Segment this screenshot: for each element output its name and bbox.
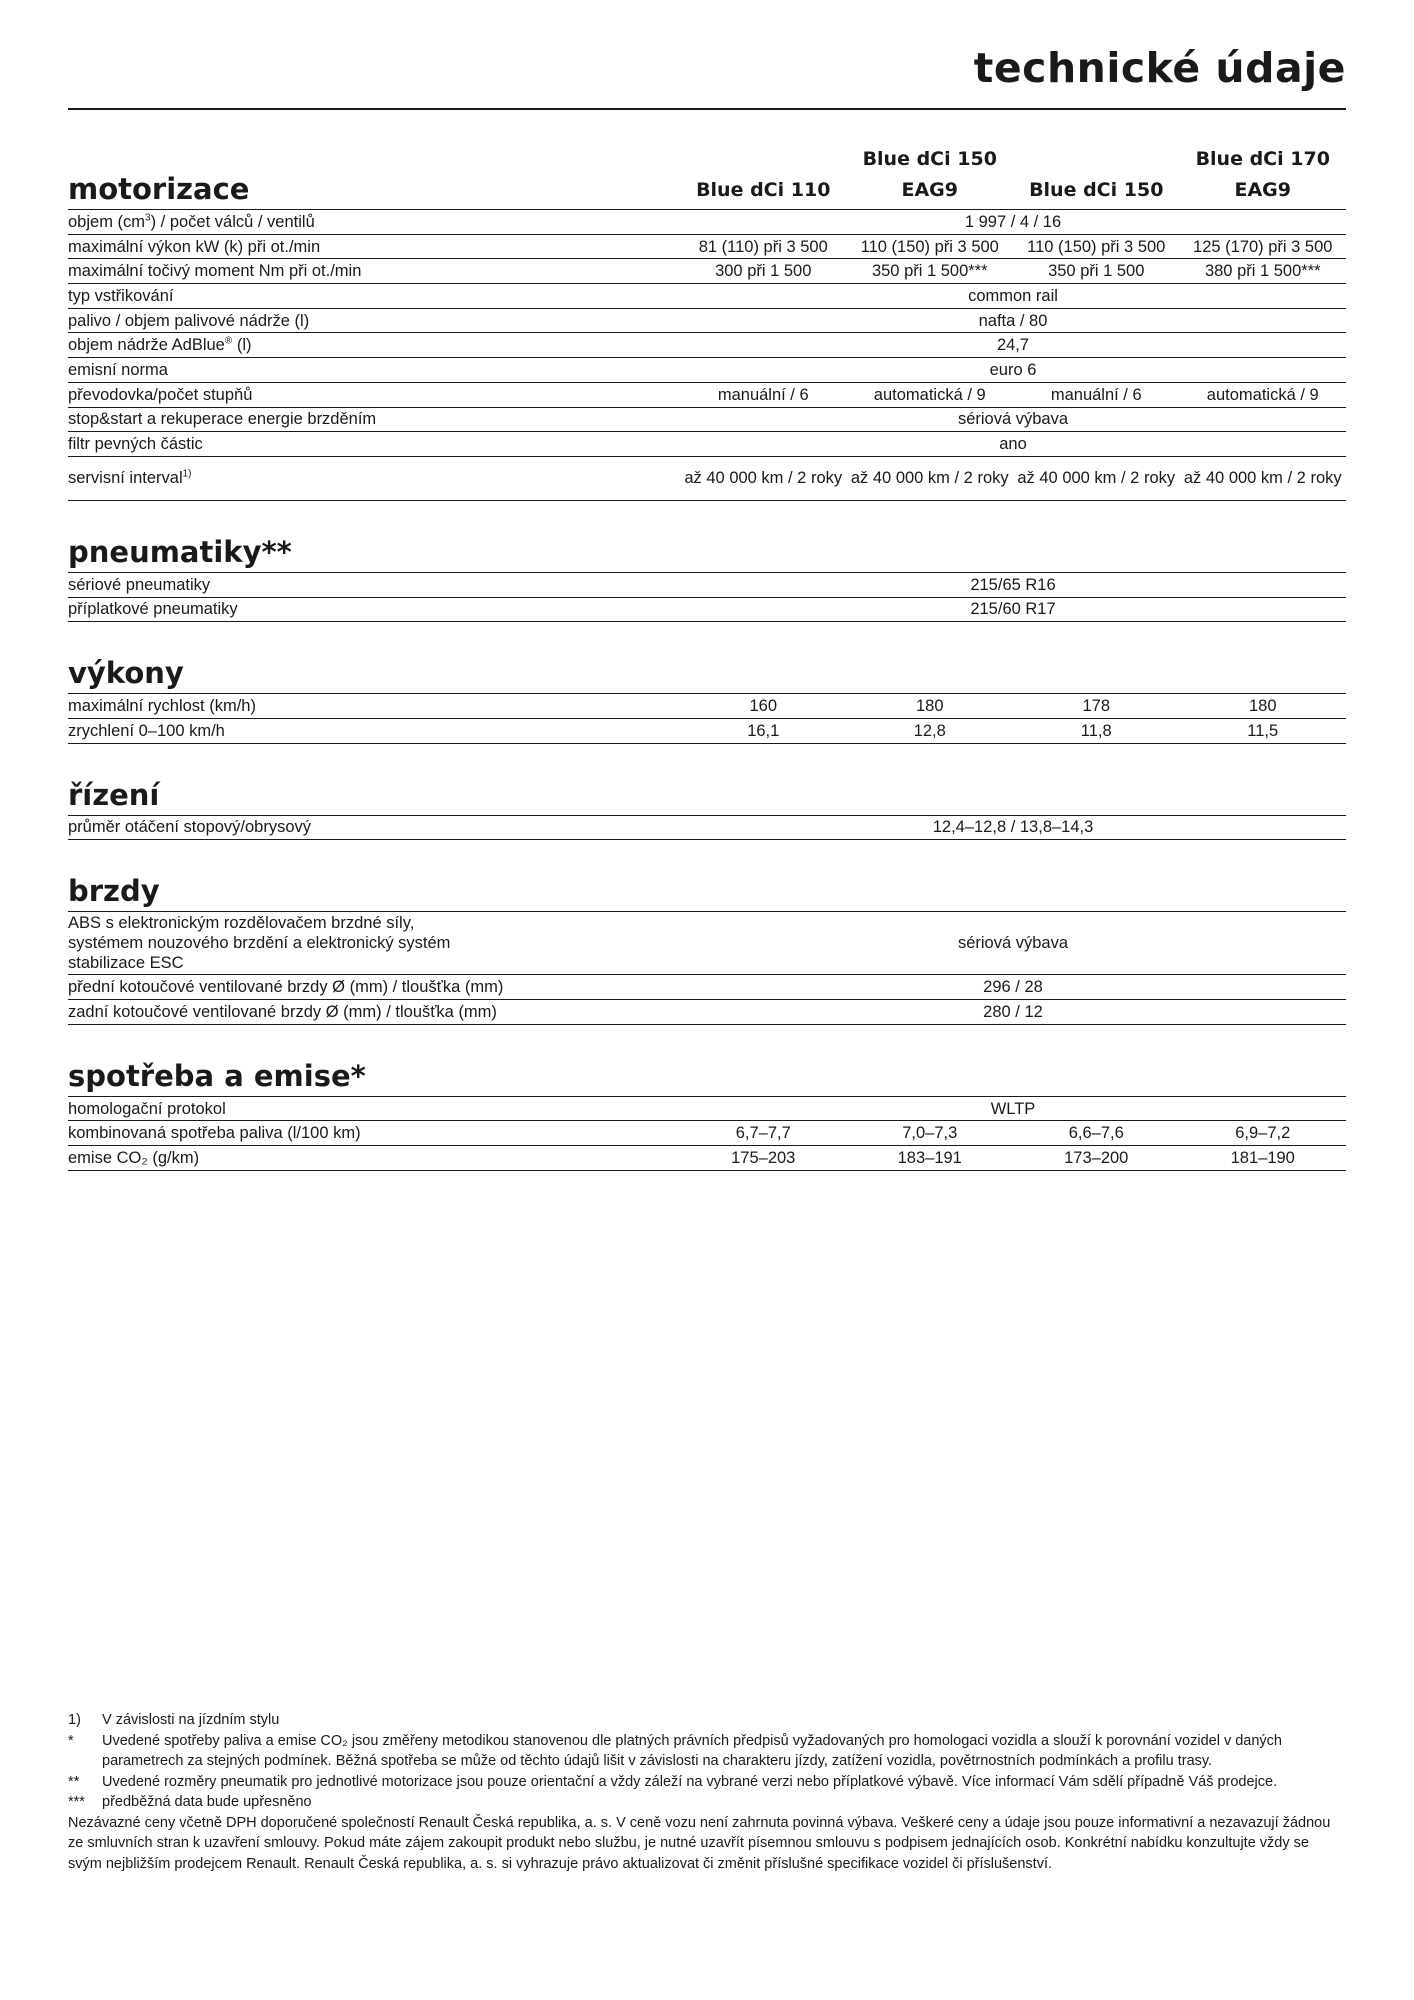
section-pneumatiky (68, 533, 1346, 622)
row-value: 12,8 (913, 721, 946, 740)
motorizace-header (68, 144, 1346, 210)
table-row (68, 259, 1346, 284)
row-label: maximální výkon kW (k) při ot./min (68, 237, 321, 256)
row-label: zrychlení 0–100 km/h (68, 721, 225, 740)
row-value: sériová výbava (957, 934, 1069, 953)
table-row (68, 235, 1346, 260)
disclaimer: Nezávazné ceny včetně DPH doporučené společností Renault Česká republika, a. s. V ceně vozu není zahrnuta povinná výbava. Veškeré ceny a údaje jsou pouze informativní a nezavazují žádnou ze smluvních stran k uzavření smlouvy. Pokud máte zájem zakoupit produkt nebo službu, je nutné uzavřít písemnou smlouvu s podpisem jednajících osob. Konkrétní nabídku konzultujte vždy se svým nejbližším prodejcem Renault. Renault Česká republika, a. s. si vyhrazuje právo aktualizovat či změnit příslušné specifikace vozidel či příslušenství. (68, 1814, 1331, 1872)
column-header-4: Blue dCi 170 EAG9 (1195, 148, 1330, 201)
row-value: 350 při 1 500 (1048, 262, 1145, 281)
row-value: až 40 000 km / 2 roky (1183, 468, 1342, 487)
row-value: nafta / 80 (978, 311, 1048, 330)
row-value: 6,6–7,6 (1068, 1124, 1124, 1143)
row-value: 300 při 1 500 (715, 262, 812, 281)
row-label: palivo / objem palivové nádrže (l) (68, 311, 310, 330)
table-row (68, 457, 1346, 501)
row-label: přední kotoučové ventilované brzdy Ø (mm) / tloušťka (mm) (68, 978, 504, 997)
row-value: 125 (170) při 3 500 (1193, 237, 1333, 256)
column-header-2: Blue dCi 150 EAG9 (862, 148, 997, 201)
row-value: 6,9–7,2 (1235, 1124, 1291, 1143)
table-row (68, 694, 1346, 719)
row-label: stop&start a rekuperace energie brzděním (68, 410, 377, 429)
row-value: až 40 000 km / 2 roky (684, 468, 843, 487)
row-value: 380 při 1 500*** (1204, 262, 1321, 281)
row-value: WLTP (990, 1099, 1036, 1118)
footnote: 1) V závislosti na jízdním stylu (68, 1712, 280, 1728)
table-row (68, 1000, 1346, 1025)
page-title: technické údaje (973, 44, 1346, 92)
row-label: emisní norma (68, 360, 168, 379)
row-label: homologační protokol (68, 1099, 226, 1118)
table-row (68, 912, 1346, 975)
row-value: 11,5 (1247, 721, 1279, 740)
row-label: sériové pneumatiky (68, 575, 211, 594)
table-row (68, 408, 1346, 433)
row-label: zadní kotoučové ventilované brzdy Ø (mm) / tloušťka (mm) (68, 1002, 497, 1021)
table-row (68, 1146, 1346, 1171)
section-title: výkony (68, 656, 184, 691)
section-motorizace (68, 144, 1346, 501)
row-value: 215/60 R17 (970, 600, 1056, 619)
row-label: emise CO₂ (g/km) (68, 1148, 200, 1167)
section-rizeni (68, 776, 1346, 841)
row-value: 173–200 (1064, 1148, 1129, 1167)
row-label: objem $(cm^3)$ / počet válců / ventilů (68, 212, 315, 231)
footnotes (68, 1710, 1346, 1874)
row-value: 7,0–7,3 (902, 1124, 958, 1143)
table-row (68, 284, 1346, 309)
table-row (68, 1121, 1346, 1146)
row-value: 160 (749, 697, 778, 716)
table-row (68, 333, 1346, 358)
row-value: 24,7 (996, 336, 1030, 355)
row-value: manuální / 6 (717, 385, 809, 404)
row-value: 183–191 (897, 1148, 962, 1167)
row-value: 16,1 (747, 721, 780, 740)
row-label: průměr otáčení stopový/obrysový (68, 818, 312, 837)
row-value: 178 (1082, 697, 1111, 716)
row-value: sériová výbava (957, 410, 1069, 429)
row-label: servisní interval$^{1)}$ (68, 468, 192, 488)
row-value: 180 (915, 697, 944, 716)
section-title: řízení (68, 777, 160, 812)
table-row (68, 816, 1346, 841)
section-title: motorizace (68, 172, 250, 206)
row-label: ABS s elektronickým rozdělovačem brzdné síly, systémem nouzového brzdění a elektronický systém stabilizace ESC (68, 914, 451, 973)
row-label: typ vstřikování (68, 286, 174, 305)
row-label: maximální točivý moment Nm při ot./min (68, 262, 362, 281)
row-label: objem nádrže AdBlue® (l) (68, 335, 252, 355)
table-row (68, 975, 1346, 1000)
row-value: manuální / 6 (1050, 385, 1142, 404)
section-spotreba (68, 1057, 1346, 1171)
section-vykony (68, 654, 1346, 743)
row-label: filtr pevných částic (68, 435, 203, 454)
table-row (68, 383, 1346, 408)
row-value: 110 (150) při 3 500 (1027, 237, 1166, 256)
table-row (68, 432, 1346, 457)
row-value: automatická / 9 (1206, 385, 1319, 404)
row-label: příplatkové pneumatiky (68, 600, 238, 619)
row-value: 6,7–7,7 (735, 1124, 791, 1143)
row-value: 175–203 (731, 1148, 796, 1167)
row-value: 215/65 R16 (970, 575, 1056, 594)
footnote: * Uvedené spotřeby paliva a emise CO₂ jsou změřeny metodikou stanovenou dle platných právních předpisů vyžadovaných pro homologaci vozidla a slouží k porovnání vozidel v daných parametrech za stejných podmínek. Běžná spotřeba se může od těchto údajů lišit v závislosti na charakteru jízdy, zatížení vozidla, povětrnostních podmínkách a profilu trasy. (68, 1732, 1282, 1769)
footnote: ** Uvedené rozměry pneumatik pro jednotlivé motorizace jsou pouze orientační a vždy záleží na vybrané verzi nebo příplatkové výbavě. Více informací Vám sdělí případně Váš prodejce. (68, 1773, 1278, 1790)
section-title: brzdy (68, 874, 160, 909)
row-value: 12,4–12,8 / 13,8–14,3 (932, 818, 1094, 837)
section-title: spotřeba a emise* (68, 1058, 366, 1093)
row-value: 11,8 (1080, 721, 1112, 740)
row-label: kombinovaná spotřeba paliva (l/100 km) (68, 1124, 361, 1143)
title-rule (68, 108, 1346, 110)
section-title: pneumatiky** (68, 534, 292, 569)
row-value: 1 997 / 4 / 16 (964, 212, 1062, 231)
row-value: 296 / 28 (983, 978, 1043, 997)
row-value: 180 (1248, 697, 1277, 716)
row-value: common rail (968, 286, 1058, 305)
column-header-1: Blue dCi 110 (696, 179, 831, 201)
table-row (68, 309, 1346, 334)
row-value: 110 (150) při 3 500 (860, 237, 999, 256)
row-value: až 40 000 km / 2 roky (850, 468, 1009, 487)
row-value: ano (999, 435, 1027, 454)
section-brzdy (68, 872, 1346, 1024)
row-value: až 40 000 km / 2 roky (1017, 468, 1176, 487)
spec-table (68, 144, 1346, 1203)
row-value: 181–190 (1230, 1148, 1295, 1167)
row-value: 280 / 12 (983, 1002, 1043, 1021)
row-label: maximální rychlost (km/h) (68, 697, 256, 716)
row-value: euro 6 (989, 360, 1037, 379)
row-value: 350 při 1 500*** (871, 262, 988, 281)
table-row (68, 1097, 1346, 1122)
row-value: 81 (110) při 3 500 (698, 237, 828, 256)
table-row (68, 598, 1346, 623)
table-row (68, 573, 1346, 598)
table-row (68, 719, 1346, 744)
column-header-3: Blue dCi 150 (1029, 179, 1164, 201)
table-row (68, 358, 1346, 383)
row-label: převodovka/počet stupňů (68, 385, 253, 404)
footnote: *** předběžná data bude upřesněno (68, 1794, 312, 1810)
table-row (68, 210, 1346, 235)
row-value: automatická / 9 (873, 385, 986, 404)
